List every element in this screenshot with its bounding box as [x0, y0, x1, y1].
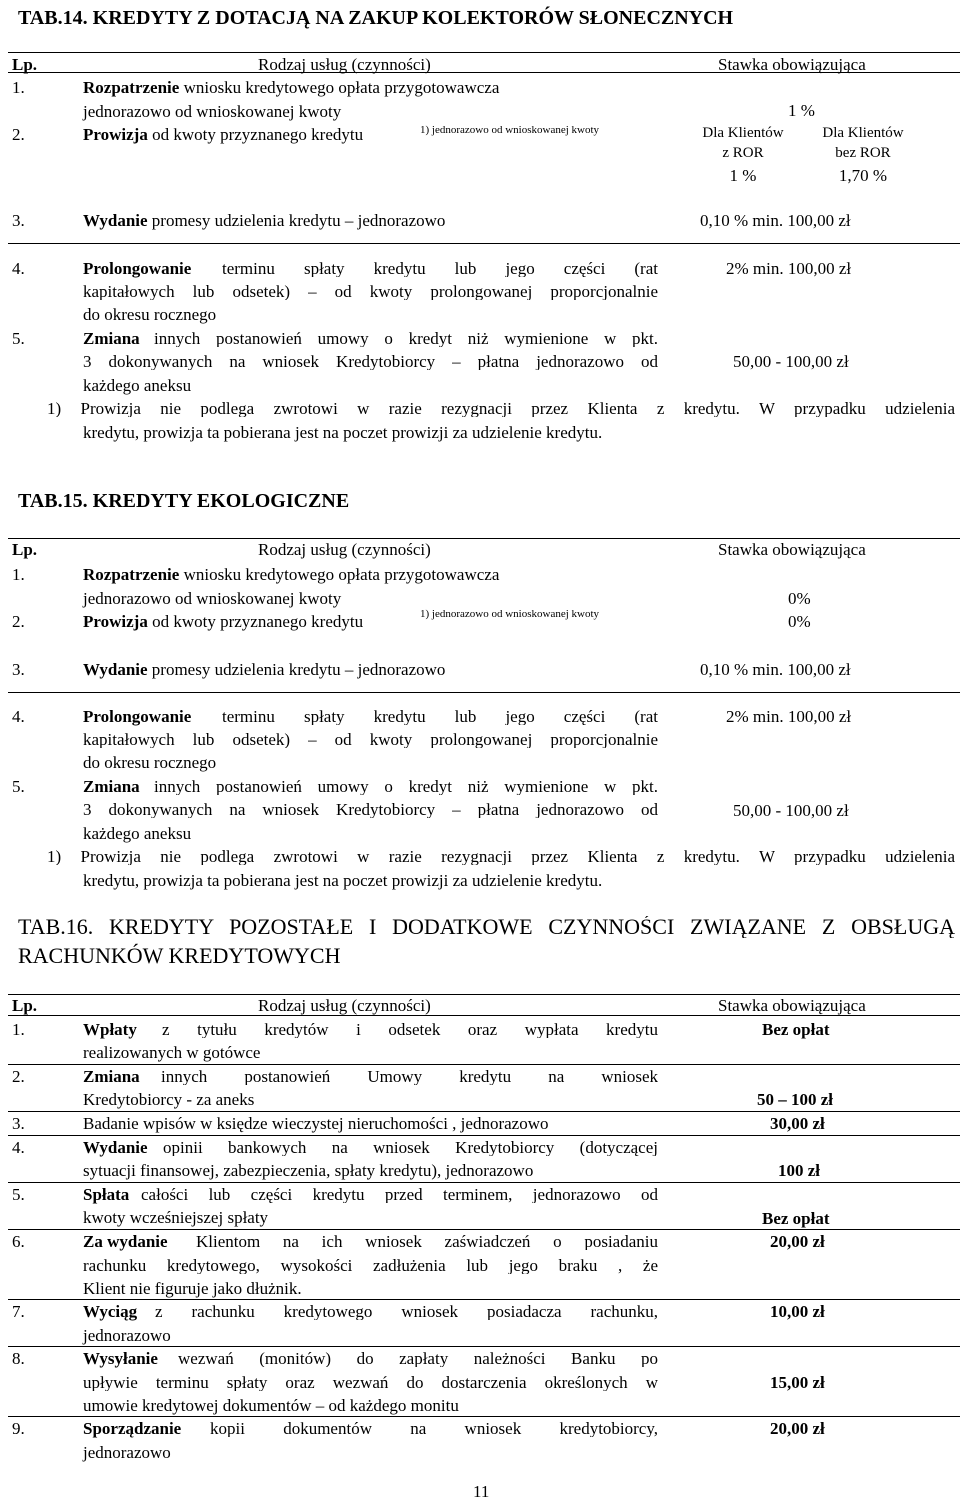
table-border: [8, 994, 960, 995]
header-rate: Stawka obowiązująca: [718, 55, 866, 74]
row-number: 7.: [12, 1302, 25, 1321]
header-lp: Lp.: [12, 55, 38, 74]
header-lp: Lp.: [12, 996, 38, 1015]
row-keyword: Prolongowanie: [83, 707, 192, 726]
header-rate: Stawka obowiązująca: [718, 540, 866, 559]
row-text-rest: wniosku kredytowego opłata przygotowawcza: [179, 565, 500, 584]
row-number: 1.: [12, 565, 25, 584]
row-rate: 0,10 % min. 100,00 zł: [700, 660, 851, 679]
row-rate: Bez opłat: [762, 1020, 830, 1039]
row-text: [83, 212, 445, 229]
row-rate: 2% min. 100,00 zł: [726, 707, 852, 726]
row-rate: 10,00 zł: [770, 1302, 825, 1321]
row-rate: 15,00 zł: [770, 1373, 825, 1392]
row-keyword: Wydanie: [83, 211, 148, 230]
row-divider: [8, 692, 960, 693]
col-header-with-ror-sub: z ROR: [722, 145, 764, 161]
footnote-ref: 1) jednorazowo od wnioskowanej kwoty: [420, 124, 600, 136]
row-keyword: Prolongowanie: [83, 259, 192, 278]
row-divider: [8, 1135, 960, 1136]
footnote-ref: 1) jednorazowo od wnioskowanej kwoty: [420, 608, 600, 620]
row-keyword: Wysyłanie: [83, 1349, 158, 1368]
row-text-line2: Kredytobiorcy - za aneks: [83, 1090, 255, 1109]
row-rate: 0,10 % min. 100,00 zł: [700, 211, 851, 230]
row-divider: [8, 243, 960, 244]
table-border: [8, 52, 960, 53]
row-text-line2: jednorazowo: [83, 1443, 171, 1462]
row-keyword: Spłata: [83, 1185, 130, 1204]
row-number: 3.: [12, 1114, 25, 1133]
header-rate: Stawka obowiązująca: [718, 996, 866, 1015]
row-number: 2.: [12, 612, 25, 631]
row-text: wezwań (monitów) do zapłaty należności Banku po: [178, 1350, 658, 1367]
row-rate: 100 zł: [778, 1161, 821, 1180]
footnote: 1) Prowizja nie podlega zwrotowi w razie rezygnacji przez Klienta z kredytu. W przypadku udzielenia: [47, 848, 955, 865]
row-number: 5.: [12, 1185, 25, 1204]
row-rate: 50 – 100 zł: [757, 1090, 834, 1109]
col-header-without-ror: Dla Klientów: [822, 125, 904, 141]
row-text: całości lub części kredytu przed terminem, jednorazowo od: [141, 1186, 658, 1203]
row-text-line2: kapitałowych lub odsetek) – od kwoty prolongowanej proporcjonalnie: [83, 731, 658, 748]
row-rate: 50,00 - 100,00 zł: [733, 352, 849, 371]
row-text-line2: 3 dokonywanych na wniosek Kredytobiorcy – płatna jednorazowo od: [83, 801, 658, 818]
row-divider: [8, 1229, 960, 1230]
tab16-title: TAB.16. KREDYTY POZOSTAŁE I DODATKOWE CZYNNOŚCI ZWIĄZANE Z OBSŁUGĄ: [18, 916, 955, 938]
row-keyword: Rozpatrzenie: [83, 78, 180, 97]
row-rate: 20,00 zł: [770, 1419, 825, 1438]
table-border: [8, 538, 960, 539]
col-header-with-ror: Dla Klientów: [702, 125, 784, 141]
row-keyword: Sporządzanie: [83, 1419, 182, 1438]
footnote-line2: kredytu, prowizja ta pobierana jest na poczet prowizji za udzielenie kredytu.: [83, 871, 603, 890]
row-keyword: Zmiana: [83, 777, 140, 796]
row-text: kopii dokumentów na wniosek kredytobiorcy,: [210, 1420, 658, 1437]
row-number: 6.: [12, 1232, 25, 1251]
header-service: Rodzaj usług (czynności): [258, 540, 431, 559]
row-text-line2: jednorazowo od wnioskowanej kwoty: [83, 102, 342, 121]
row-text-line3: Klient nie figuruje jako dłużnik.: [83, 1279, 302, 1298]
row-rate: 20,00 zł: [770, 1232, 825, 1251]
footnote-line2: kredytu, prowizja ta pobierana jest na poczet prowizji za udzielenie kredytu.: [83, 423, 603, 442]
row-number: 9.: [12, 1419, 25, 1438]
row-text: Badanie wpisów w księdze wieczystej nieruchomości , jednorazowo: [83, 1114, 549, 1133]
row-rate: 0%: [788, 589, 811, 608]
header-lp: Lp.: [12, 540, 38, 559]
row-text-line2: jednorazowo od wnioskowanej kwoty: [83, 589, 342, 608]
row-rate: Bez opłat: [762, 1209, 830, 1228]
row-rate: 1 %: [788, 101, 815, 120]
row-text: opinii bankowych na wniosek Kredytobiorcy (dotyczącej: [163, 1139, 658, 1156]
row-text-line2: kwoty wcześniejszej spłaty: [83, 1208, 269, 1227]
row-text-line3: do okresu rocznego: [83, 753, 217, 772]
row-number: 2.: [12, 1067, 25, 1086]
row-text: [83, 79, 499, 96]
row-divider: [8, 1346, 960, 1347]
row-number: 3.: [12, 660, 25, 679]
row-number: 3.: [12, 211, 25, 230]
row-text-line2: kapitałowych lub odsetek) – od kwoty prolongowanej proporcjonalnie: [83, 283, 658, 300]
row-text-line2: upływie terminu spłaty oraz wezwań do dostarczenia określonych w: [83, 1374, 658, 1391]
row-rate: 30,00 zł: [770, 1114, 825, 1133]
row-keyword: Zmiana: [83, 1067, 140, 1086]
row-number: 1.: [12, 78, 25, 97]
row-number: 8.: [12, 1349, 25, 1368]
table-border: [8, 1015, 960, 1016]
row-text-rest: wniosku kredytowego opłata przygotowawcza: [179, 78, 500, 97]
page-number: 11: [473, 1482, 490, 1501]
row-text-line3: każdego aneksu: [83, 376, 192, 395]
row-keyword: Za wydanie: [83, 1232, 168, 1251]
row-keyword: Wpłaty: [83, 1020, 137, 1039]
row-divider: [8, 1182, 960, 1183]
tab15-title: TAB.15. KREDYTY EKOLOGICZNE: [18, 490, 350, 512]
tab14-title: TAB.14. KREDYTY Z DOTACJĄ NA ZAKUP KOLEKTORÓW SŁONECZNYCH: [18, 7, 734, 29]
row-keyword: Wydanie: [83, 660, 148, 679]
row-text-rest: od kwoty przyznanego kredytu: [147, 125, 364, 144]
row-keyword: Wyciąg: [83, 1302, 138, 1321]
row-number: 2.: [12, 125, 25, 144]
row-number: 1.: [12, 1020, 25, 1039]
row-keyword: Zmiana: [83, 329, 140, 348]
row-text: innych postanowień umowy o kredyt niż wymienione w pkt.: [154, 330, 658, 347]
row-number: 5.: [12, 777, 25, 796]
tab16-title-line2: RACHUNKÓW KREDYTOWYCH: [18, 943, 341, 968]
col-header-without-ror-sub: bez ROR: [835, 145, 891, 161]
row-text-line2: jednorazowo: [83, 1326, 171, 1345]
row-divider: [8, 1299, 960, 1300]
row-text-line2: 3 dokonywanych na wniosek Kredytobiorcy – płatna jednorazowo od: [83, 353, 658, 370]
row-number: 5.: [12, 329, 25, 348]
row-number: 4.: [12, 1138, 25, 1157]
row-text: z tytułu kredytów i odsetek oraz wypłata kredytu: [162, 1021, 658, 1038]
row-text: terminu spłaty kredytu lub jego części (rat: [222, 708, 658, 725]
row-text-line3: każdego aneksu: [83, 824, 192, 843]
row-text-line2: rachunku kredytowego, wysokości zadłużenia lub jego braku , że: [83, 1257, 658, 1274]
row-text: [83, 613, 363, 630]
header-service: Rodzaj usług (czynności): [258, 55, 431, 74]
row-divider: [8, 1111, 960, 1112]
row-text: innych postanowień umowy o kredyt niż wymienione w pkt.: [154, 778, 658, 795]
row-number: 4.: [12, 707, 25, 726]
row-rate: 0%: [788, 612, 811, 631]
row-number: 4.: [12, 259, 25, 278]
row-text: [83, 126, 363, 143]
row-divider: [8, 1416, 960, 1417]
row-text-line3: umowie kredytowej dokumentów – od każdego monitu: [83, 1396, 459, 1415]
row-rate: 2% min. 100,00 zł: [726, 259, 852, 278]
row-text-rest: promesy udzielenia kredytu – jednorazowo: [147, 660, 446, 679]
row-text-line3: do okresu rocznego: [83, 305, 217, 324]
row-text-line2: sytuacji finansowej, zabezpieczenia, spłaty kredytu), jednorazowo: [83, 1161, 534, 1180]
row-keyword: Prowizja: [83, 125, 148, 144]
row-keyword: Wydanie: [83, 1138, 148, 1157]
row-text-line2: realizowanych w gotówce: [83, 1043, 261, 1062]
row-text: [83, 566, 499, 583]
row-divider: [8, 1064, 960, 1065]
row-text-rest: od kwoty przyznanego kredytu: [147, 612, 364, 631]
header-service: Rodzaj usług (czynności): [258, 996, 431, 1015]
footnote: 1) Prowizja nie podlega zwrotowi w razie rezygnacji przez Klienta z kredytu. W przypadku udzielenia: [47, 400, 955, 417]
row-text: Klientom na ich wniosek zaświadczeń o posiadaniu: [196, 1233, 658, 1250]
row-keyword: Prowizja: [83, 612, 148, 631]
rate-without-ror: 1,70 %: [838, 166, 888, 185]
row-text: innych postanowień Umowy kredytu na wniosek: [161, 1068, 658, 1085]
row-text: terminu spłaty kredytu lub jego części (rat: [222, 260, 658, 277]
row-rate: 50,00 - 100,00 zł: [733, 801, 849, 820]
row-text: [83, 661, 445, 678]
rate-with-ror: 1 %: [729, 166, 757, 185]
row-keyword: Rozpatrzenie: [83, 565, 180, 584]
row-text-rest: promesy udzielenia kredytu – jednorazowo: [147, 211, 446, 230]
row-text: z rachunku kredytowego wniosek posiadacza rachunku,: [155, 1303, 658, 1320]
